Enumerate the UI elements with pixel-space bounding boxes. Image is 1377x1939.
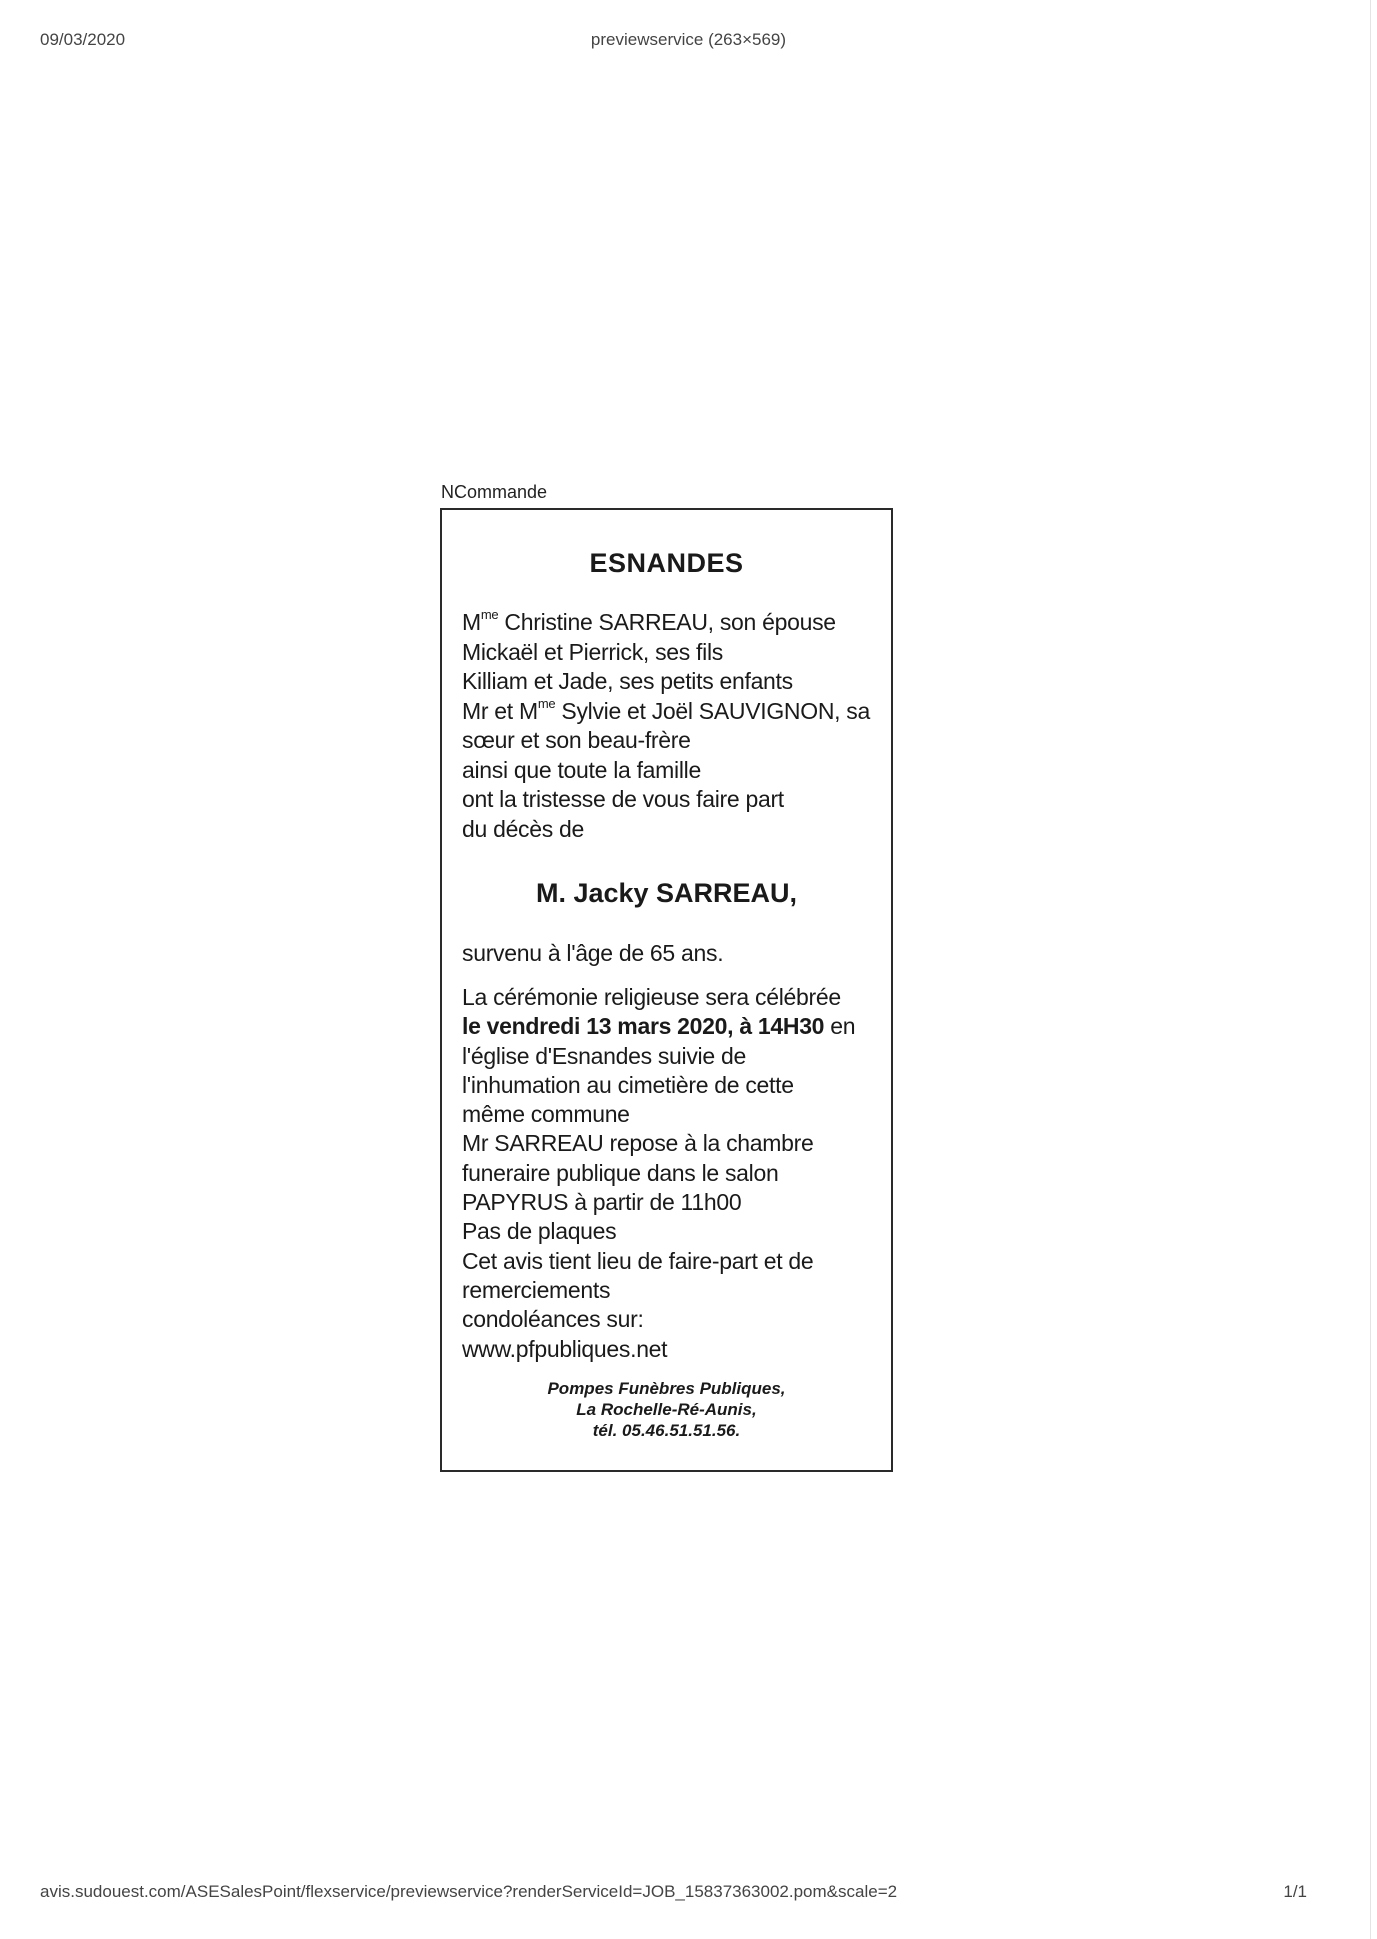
- family-line: sœur et son beau-frère: [462, 727, 691, 753]
- ceremony-line: remerciements: [462, 1276, 611, 1303]
- ceremony-line-text: en: [824, 1013, 856, 1040]
- ceremony-line: La cérémonie religieuse sera célébrée: [462, 984, 841, 1010]
- ceremony-line: condoléances sur:: [462, 1306, 644, 1333]
- ceremony-line: Cet avis tient lieu de faire-part et de: [462, 1247, 814, 1274]
- family-line: ainsi que toute la famille: [462, 756, 701, 783]
- ceremony-line: l'église d'Esnandes suivie de: [462, 1042, 746, 1069]
- ceremony-line: Pas de plaques: [462, 1218, 617, 1245]
- funeral-home-name: Pompes Funèbres Publiques,: [547, 1379, 786, 1398]
- ceremony-details: [462, 983, 855, 1364]
- notice-heading: ESNANDES: [589, 548, 744, 578]
- ceremony-line: Mr SARREAU repose à la chambre: [462, 1130, 814, 1157]
- title-superscript: me: [480, 607, 499, 623]
- print-page-number: 1/1: [1283, 1882, 1307, 1901]
- family-line: [462, 697, 870, 727]
- funeral-home-location: La Rochelle-Ré-Aunis,: [576, 1400, 757, 1419]
- scan-edge-divider: [1370, 0, 1371, 1939]
- family-line: [462, 608, 870, 638]
- ceremony-line: même commune: [462, 1101, 630, 1128]
- family-line: du décès de: [462, 815, 585, 842]
- obituary-notice: [440, 508, 893, 1472]
- family-line-text: Christine SARREAU, son épouse: [498, 609, 836, 635]
- ceremony-line: l'inhumation au cimetière de cette: [462, 1071, 794, 1098]
- family-line: Killiam et Jade, ses petits enfants: [462, 668, 793, 694]
- funeral-home-phone: tél. 05.46.51.51.56.: [592, 1421, 741, 1440]
- ceremony-line: funeraire publique dans le salon: [462, 1159, 779, 1186]
- print-footer-url: avis.sudouest.com/ASESalesPoint/flexservice/previewservice?renderServiceId=JOB_15837363002.pom&scale=2: [40, 1882, 898, 1901]
- ceremony-line: [462, 1012, 855, 1041]
- ceremony-date-time: le vendredi 13 mars 2020, à 14H30: [462, 1013, 825, 1040]
- title-superscript: me: [537, 695, 556, 711]
- order-label: NCommande: [441, 482, 548, 502]
- family-line-text: Sylvie et Joël SAUVIGNON, sa: [555, 697, 870, 724]
- family-line: Mickaël et Pierrick, ses fils: [462, 638, 723, 665]
- deceased-name: M. Jacky SARREAU,: [535, 878, 798, 908]
- family-line-text: Mr et M: [462, 697, 538, 724]
- family-list: [462, 608, 870, 844]
- condolences-url: www.pfpubliques.net: [462, 1335, 668, 1362]
- print-page-title: previewservice (263×569): [590, 30, 787, 49]
- family-line-text: M: [462, 609, 481, 635]
- funeral-home-signature: [442, 1378, 891, 1441]
- print-date: 09/03/2020: [40, 30, 126, 49]
- ceremony-line: PAPYRUS à partir de 11h00: [462, 1189, 742, 1216]
- age-line: survenu à l'âge de 65 ans.: [462, 940, 724, 966]
- family-line: ont la tristesse de vous faire part: [462, 786, 784, 812]
